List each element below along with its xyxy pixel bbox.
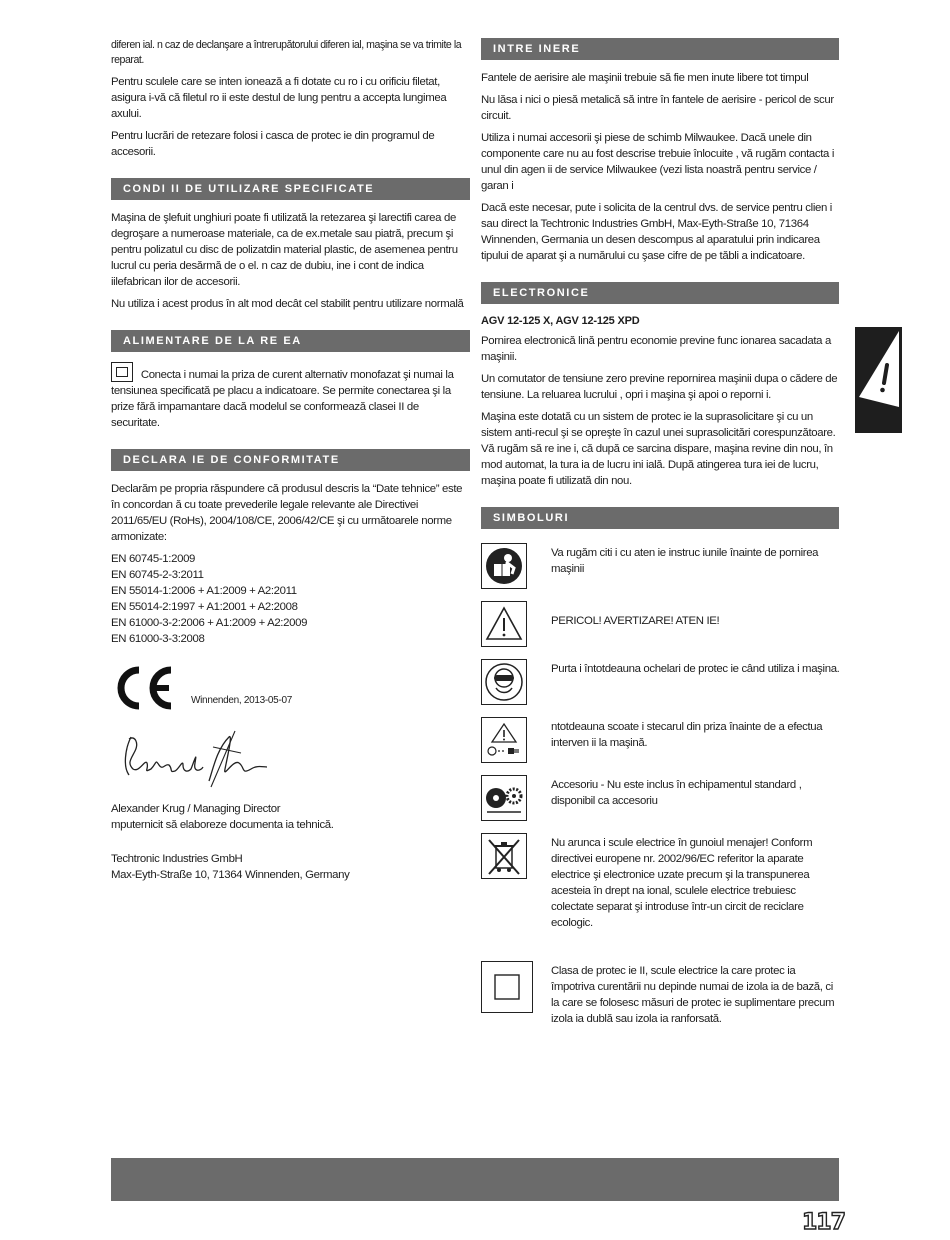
maintenance-paragraph: Nu lăsa i nici o piesă metalică să intre în fantele de aerisire - pericol de scur circuit. [481,94,834,122]
section-header-electronics: ELECTRONICE [481,282,839,304]
symbol-row [481,833,839,957]
symbol-row [481,601,839,659]
signature-icon [117,729,277,789]
norm-item: EN 55014-1:2006 + A1:2009 + A2:2011 [111,585,297,597]
warning-triangle-icon [481,601,527,647]
intro-paragraph: Pentru sculele care se inten ionează a fi dotate cu ro i cu orificiu filetat, asigura i-vă că filetul ro ii este destul de lung pentru a accepta lungimea axului. [111,76,447,120]
footer-bar [111,1158,839,1201]
symbol-text: ntotdeauna scoate i stecarul din priza înainte de a efectua interven ii la maşină. [551,721,823,749]
read-manual-icon [481,543,527,589]
electronics-paragraph: Pornirea electronică lină pentru economie previne func ionarea sacadata a maşinii. [481,335,831,363]
place-date: Winnenden, 2013-05-07 [191,695,293,706]
symbol-text: Nu arunca i scule electrice în gunoiul menajer! Conform directivei europene nr. 2002/96/EC referitor la aparate electrice şi electronice uzate precum şi la transpunerea acesteia în drept na ional, sculele electrice trebuiesc colectate separat şi introduse într-un circit de reciclare ecologic. [551,837,813,929]
class-ii-icon [481,961,533,1013]
right-column [481,38,840,1025]
symbol-row [481,659,839,717]
safety-goggles-icon [481,659,527,705]
section-header-symbols: SIMBOLURI [481,507,839,529]
symbol-text: Clasa de protec ie II, scule electrice la care protec ia împotriva curentării nu depinde numai de izola ia de bază, ci la care se folosesc măsuri de protec ie suplimentare precum izola ia dublă sau izola ia ranforsată. [551,965,835,1025]
symbol-row [481,775,839,833]
symbol-text: Accesoriu - Nu este inclus în echipamentul standard , disponibil ca accesoriu [551,779,802,807]
company-address: Max-Eyth-Straße 10, 71364 Winnenden, Germany [111,869,350,881]
norm-item: EN 60745-2-3:2011 [111,569,204,581]
signer-name: Alexander Krug / Managing Director [111,803,281,815]
section-header-maintenance: INTRE INERE [481,38,839,60]
symbol-text: Purta i întotdeauna ochelari de protec ie când utiliza i maşina. [551,663,840,675]
power-text: Conecta i numai la priza de curent alternativ monofazat şi numai la tensiunea specificată pe placu a indicatoare. Se permite conectarea şi la prize fără impamantare dacă modelul se conformează clasei II de securitate. [111,369,454,429]
maintenance-paragraph: Fantele de aerisire ale maşinii trebuie să fie men inute libere tot timpul [481,72,809,84]
norms-list [111,551,470,647]
usage-paragraph: Maşina de şlefuit unghiuri poate fi utilizată la retezarea şi larectifi carea de degroşare a numeroase materiale, ca de ex.metale sau piatră, precum şi pentru polizatul cu disc de polizatdin material plastic, de asemenea pentru lucrul cu peria desărmă de o el. n caz de dubiu, ine i cont de indica iilefabrican ilor de accesorii. [111,212,458,288]
authorized-note: mputernicit să elaboreze documenta ia tehnică. [111,819,334,831]
intro-paragraph: diferen ial. n caz de declanşare a întrerupătorului diferen ial, maşina se va trimite la reparat. [111,39,462,66]
norm-item: EN 61000-3-3:2008 [111,633,205,645]
class-ii-icon [111,362,133,382]
electronics-paragraph: Maşina este dotată cu un sistem de protec ie la suprasolicitare şi cu un sistem anti-recul şi se opreşte în cazul unei suprasolicitări corespunzătoare. Vă rugăm să re ine i, că după ce sarcina dispare, maşina revine din nou, în mod automat, la tura ia de lucru ini ială. După atingerea tura iei de lucru, maşina poate fi utilizată din nou. [481,411,836,487]
symbol-row [481,961,839,1025]
norm-item: EN 61000-3-2:2006 + A1:2009 + A2:2009 [111,617,308,629]
ce-block [111,665,470,725]
maintenance-paragraph: Utiliza i numai accesorii şi piese de schimb Milwaukee. Dacă unele din componente care nu au fost descrise trebuie înlocuite , vă rugăm contacta i unul din agen ii de service Milwaukee (vezi lista noastră pentru service / garan i [481,132,835,192]
maintenance-paragraph: Dacă este necesar, pute i solicita de la centrul dvs. de service pentru clien i sau direct la Techtronic Industries GmbH, Max-Eyth-Straße 10, 71364 Winnenden, Germania un desen descompus al aparatului prin indicarea tipului de aparat şi a numărului cu şase cifre de pe tăbli a indicatoare. [481,202,832,262]
symbol-text: Va rugăm citi i cu aten ie instruc iunile înainte de pornirea maşinii [551,547,819,575]
norm-item: EN 60745-1:2009 [111,553,196,565]
symbol-row [481,717,839,775]
section-header-usage: CONDI II DE UTILIZARE SPECIFICATE [111,178,470,200]
conformity-paragraph: Declarăm pe propria răspundere că produsul descris la “Date tehnice” este în concordan ă cu toate prevederile legale relevante ale Directivei 2011/65/EU (RoHs), 2004/108/CE, 2006/42/CE şi cu următoarele norme armonizate: [111,483,463,543]
warning-triangle-icon [857,329,900,409]
section-header-power: ALIMENTARE DE LA RE EA [111,330,470,352]
usage-paragraph: Nu utiliza i acest produs în alt mod decât cel stabilit pentru utilizare normală [111,298,464,310]
weee-bin-icon [481,833,527,879]
symbol-row [481,543,839,601]
symbol-text: PERICOL! AVERTIZARE! ATEN IE! [551,615,720,627]
norm-item: EN 55014-2:1997 + A1:2001 + A2:2008 [111,601,298,613]
left-column [111,38,470,889]
section-header-conformity: DECLARA IE DE CONFORMITATE [111,449,470,471]
intro-paragraph: Pentru lucrări de retezare folosi i casca de protec ie din programul de accesorii. [111,130,435,158]
electronics-paragraph: Un comutator de tensiune zero previne repornirea maşinii dupa o cădere de tensiune. La reluarea lucrului , opri i maşina şi apoi o reporni i. [481,373,838,401]
models-label: AGV 12-125 X, AGV 12-125 XPD [481,315,640,327]
accessory-icon [481,775,527,821]
power-paragraph [111,362,470,431]
ce-mark-icon [111,665,175,711]
page-number: 117 [802,1210,845,1235]
unplug-icon [481,717,527,763]
company-name: Techtronic Industries GmbH [111,853,243,865]
warning-side-tab [855,327,902,433]
